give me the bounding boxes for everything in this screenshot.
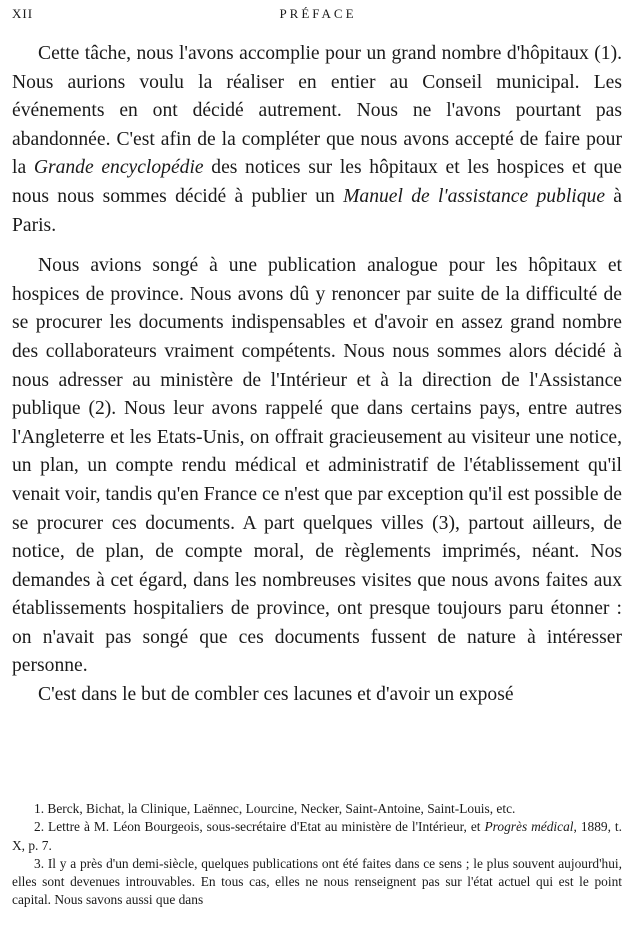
footnote-3: 3. Il y a près d'un demi-siècle, quelques publications ont été faites dans ce sens ; le plus souvent aujourd'hui, elles sont devenues introuvables. En tous cas, elles ne nous renseignent pas sur l'état actuel qui est le point capital. Nous savons aussi que dans xyxy=(12,855,622,908)
running-title: PRÉFACE xyxy=(279,6,357,21)
paragraph-1: Cette tâche, nous l'avons accomplie pour un grand nombre d'hôpitaux (1). Nous aurions voulu la réaliser en entier au Conseil municipal. Les événements en ont décidé autrement. Nous ne l'avons pourtant pas abandonnée. C'est afin de la compléter que nous avons accepté de faire pour la Grande encyclopédie des notices sur les hôpitaux et les hospices et que nous nous sommes décidé à publier un Manuel de l'assistance publique à Paris. xyxy=(12,43,622,236)
title-grande-encyclopedie: Grande encyclopédie xyxy=(33,157,204,179)
title-manuel-assistance: Manuel de l'assistance publique xyxy=(343,185,606,207)
page-number: XII xyxy=(12,6,34,21)
journal-title: Progrès médical xyxy=(484,819,574,835)
page-header xyxy=(12,6,624,28)
main-text xyxy=(12,40,622,710)
footnotes xyxy=(12,800,622,910)
paragraph-3: C'est dans le but de combler ces lacunes et d'avoir un exposé xyxy=(38,684,514,706)
footnote-2: 2. Lettre à M. Léon Bourgeois, sous-secrétaire d'Etat au ministère de l'Intérieur, et Progrès médical, 1889, t. X, p. 7. xyxy=(12,819,622,853)
paragraph-2: Nous avions songé à une publication analogue pour les hôpitaux et hospices de province. Nous avons dû y renoncer par suite de la difficulté de se procurer les documents indispensables et d'avoir en assez grand nombre des collaborateurs vraiment compétents. Nous nous sommes alors décidé à nous adresser au ministère de l'Intérieur et à la direction de l'Assistance publique (2). Nous leur avons rappelé que dans certains pays, entre autres l'Angleterre et les Etats-Unis, on offrait gracieusement au visiteur une notice, un plan, un compte rendu médical et administratif de l'établissement qu'il venait voir, tandis qu'en France ce n'est que par exception qu'il est possible de se procurer ces documents. A part quelques villes (3), partout ailleurs, de notice, de plan, de compte moral, de règlements imprimés, néant. Nos demandes à cet égard, dans les nombreuses visites que nous avons faites aux établissements hospitaliers de province, ont presque toujours paru étonner : on n'avait pas songé que ces documents fussent de nature à intéresser personne. xyxy=(12,255,622,677)
footnote-1: 1. Berck, Bichat, la Clinique, Laënnec, Lourcine, Necker, Saint-Antoine, Saint-Louis, etc. xyxy=(34,801,516,816)
